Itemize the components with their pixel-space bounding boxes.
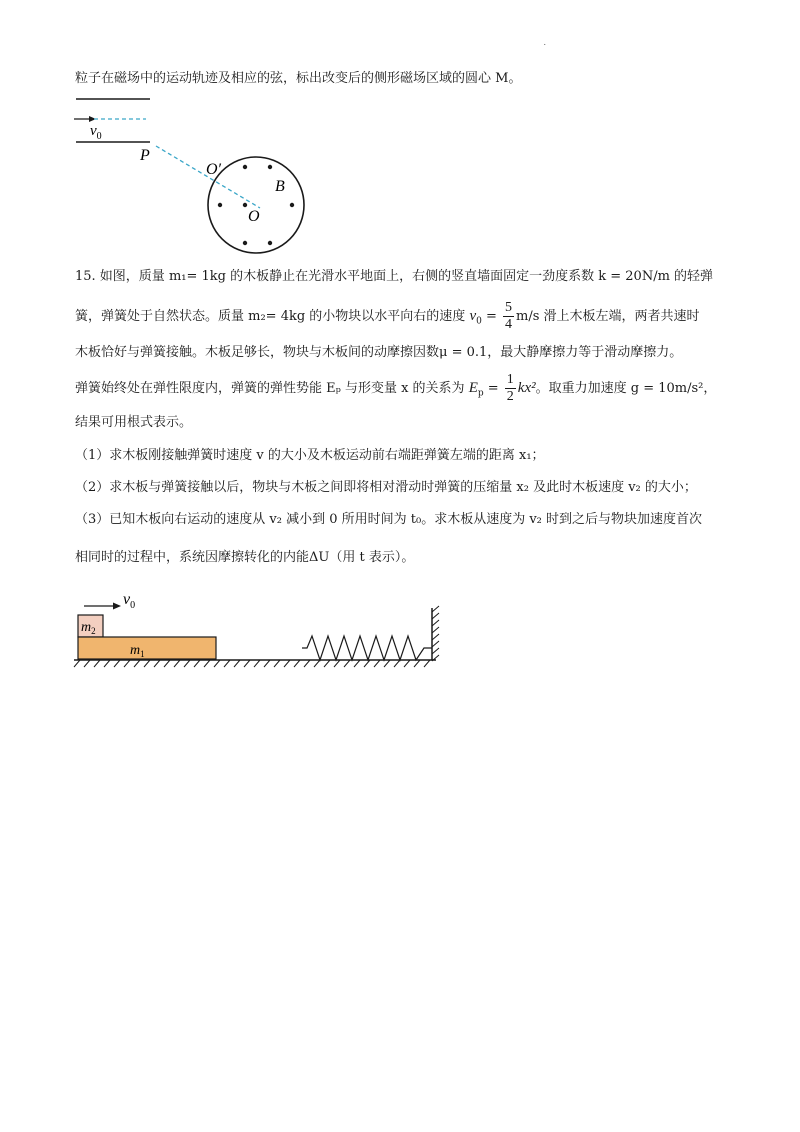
q15-line4-a: 弹簧始终处在弹性限度内，弹簧的弹性势能 Eₚ 与形变量 x 的关系为 xyxy=(75,381,469,396)
label-m2: $m_2$ xyxy=(81,620,96,636)
label-v0: $v_0$ xyxy=(123,591,136,611)
fraction-numerator: 5 xyxy=(505,300,513,315)
figure-magnetic-field xyxy=(60,90,380,260)
field-dot xyxy=(243,165,247,169)
field-dot xyxy=(218,203,222,207)
v0-arrowhead xyxy=(113,603,121,610)
label-P: P xyxy=(140,147,150,164)
field-dot xyxy=(268,241,272,245)
field-circle xyxy=(208,157,304,253)
figure-spring-board xyxy=(70,590,470,680)
q15-part2: （2）求木板与弹簧接触以后，物块与木板之间即将相对滑动时弹簧的压缩量 x₂ 及此时木板速度 v₂ 的大小； xyxy=(75,480,697,495)
fraction-denominator: 2 xyxy=(506,389,514,404)
q15-line4 xyxy=(75,372,716,405)
field-dot xyxy=(268,165,272,169)
q15-part1: （1）求木板刚接触弹簧时速度 v 的大小及木板运动前右端距弹簧左端的距离 x₁； xyxy=(75,448,545,463)
q15-kx2: kx² xyxy=(517,380,536,396)
label-m1: $m_1$ xyxy=(130,643,145,659)
fraction-numerator: 1 xyxy=(506,372,514,387)
q15-line1: 15. 如图，质量 m₁= 1kg 的木板静止在光滑水平地面上，右侧的竖直墙面固定一劲度系数 k = 20N/m 的轻弹 xyxy=(75,269,714,284)
board-m1 xyxy=(78,637,216,659)
q15-line4-b: 。取重力加速度 g = 10m/s²， xyxy=(535,381,717,396)
q15-v0-fraction xyxy=(503,300,514,333)
q15-line2-b: m/s 滑上木板左端，两者共速时 xyxy=(516,309,700,324)
q15-eq2: = xyxy=(483,381,503,396)
label-v0: $v_0$ xyxy=(90,123,102,142)
q15-E-sub: p xyxy=(477,388,484,399)
label-O: O xyxy=(248,208,260,225)
fraction-denominator: 4 xyxy=(505,317,513,332)
field-dot xyxy=(290,203,294,207)
page-dot: . xyxy=(543,38,546,47)
q15-part3-line2: 相同时的过程中，系统因摩擦转化的内能ΔU（用 t 表示）。 xyxy=(75,550,415,565)
q15-line2 xyxy=(75,300,700,333)
field-dots xyxy=(218,165,294,245)
q15-part3-line1: （3）已知木板向右运动的速度从 v₂ 减小到 0 所用时间为 t₀。求木板从速度为 v₂ 时到之后与物块加速度首次 xyxy=(75,512,703,527)
q15-line3: 木板恰好与弹簧接触。木板足够长，物块与木板间的动摩擦因数μ = 0.1，最大静摩擦力等于滑动摩擦力。 xyxy=(75,345,683,360)
q15-line2-a: 簧，弹簧处于自然状态。质量 m₂= 4kg 的小物块以水平向右的速度 xyxy=(75,309,470,324)
q15-energy-fraction xyxy=(505,372,516,405)
q15-v0-symbol: v xyxy=(469,308,477,324)
label-B: B xyxy=(275,178,285,195)
q15-E-symbol: E xyxy=(468,380,478,396)
q15-eq: = xyxy=(481,309,502,324)
q15-line5: 结果可用根式表示。 xyxy=(75,415,193,430)
ground-hatching xyxy=(74,660,430,667)
spring xyxy=(302,636,432,660)
q15-v0-sub: 0 xyxy=(476,316,482,327)
wall-hatching xyxy=(432,606,439,661)
intro-line: 粒子在磁场中的运动轨迹及相应的弦，标出改变后的侧形磁场区域的圆心 M。 xyxy=(75,71,522,86)
label-O-prime: O′ xyxy=(206,161,222,178)
field-dot xyxy=(243,241,247,245)
field-dot xyxy=(243,203,247,207)
